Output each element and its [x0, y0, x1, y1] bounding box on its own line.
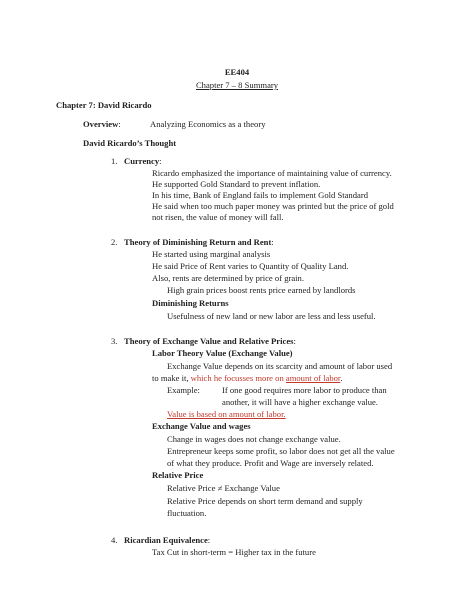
section-3-heading	[124, 336, 296, 347]
section-4-colon: :	[207, 535, 211, 545]
diminishing-returns-title: Diminishing Returns	[152, 298, 229, 308]
relative-price-line: Relative Price depends on short term demand and supply	[167, 496, 363, 506]
overview-row	[83, 119, 121, 130]
section-4-title: Ricardian Equivalence	[124, 535, 208, 545]
wages-line: Change in wages does not change exchange value.	[167, 434, 341, 444]
example-line: If one good requires more labor to produce than	[222, 385, 387, 395]
labor-theory-period: .	[340, 373, 343, 383]
section-2-line: He said Price of Rent varies to Quantity of Quality Land.	[152, 261, 349, 271]
labor-theory-title: Labor Theory Value (Exchange Value)	[152, 348, 293, 358]
section-4-line: Tax Cut in short-term = Higher tax in the future	[152, 547, 316, 557]
section-1-heading	[124, 156, 162, 167]
section-1-number: 1.	[111, 156, 118, 166]
wages-line: Entrepreneur keeps some profit, so labor does not get all the value	[167, 446, 395, 456]
section-2-heading	[124, 237, 274, 248]
section-1-line: In his time, Bank of England fails to implement Gold Standard	[152, 190, 369, 200]
section-3-colon: :	[293, 336, 296, 346]
section-2-line: He started using marginal analysis	[152, 249, 271, 259]
section-1-line: not risen, the value of money will fall.	[152, 212, 284, 222]
example-label: Example:	[167, 385, 200, 395]
wages-line: of what they produce. Profit and Wage are inversely related.	[167, 458, 374, 468]
wages-title: Exchange Value and wages	[152, 421, 251, 431]
section-1-line: He supported Gold Standard to prevent inflation.	[152, 179, 321, 189]
section-1-title: Currency	[124, 156, 160, 166]
overview-text: Analyzing Economics as a theory	[150, 119, 266, 129]
section-1-line: Ricardo emphasized the importance of maintaining value of currency.	[152, 168, 392, 178]
section-3-number: 3.	[111, 336, 118, 346]
section-1-line: He said when too much paper money was printed but the price of gold	[152, 201, 394, 211]
section-2-line: Also, rents are determined by price of grain.	[152, 273, 305, 283]
summary-title: Chapter 7 – 8 Summary	[195, 80, 279, 90]
section-2-line: High grain prices boost rents price earned by landlords	[167, 285, 356, 295]
labor-theory-text: to make it,	[152, 373, 189, 383]
relative-price-line: fluctuation.	[167, 508, 207, 518]
course-code: EE404	[224, 67, 250, 77]
section-4-heading	[124, 535, 210, 546]
labor-focus-text: which he focusses more on	[188, 373, 286, 383]
overview-label: Overview	[83, 119, 119, 129]
amount-of-labor-text: amount of labor	[285, 373, 341, 383]
example-line: another, it will have a higher exchange value.	[222, 397, 378, 407]
section-2-colon: :	[271, 237, 274, 247]
section-2-number: 2.	[111, 237, 118, 247]
diminishing-returns-line: Usefulness of new land or new labor are less and less useful.	[167, 311, 376, 321]
section-2-title: Theory of Diminishing Return and Rent	[124, 237, 272, 247]
section-3-title: Theory of Exchange Value and Relative Prices	[124, 336, 294, 346]
section-4-number: 4.	[111, 535, 118, 545]
section-1-colon: :	[159, 156, 162, 166]
chapter-title: Chapter 7: David Ricardo	[56, 100, 152, 110]
relative-price-title: Relative Price	[152, 470, 204, 480]
labor-theory-line-2	[152, 373, 342, 384]
relative-price-line: Relative Price ≠ Exchange Value	[167, 483, 280, 493]
thought-heading: David Ricardo’s Thought	[83, 138, 177, 148]
value-note: Value is based on amount of labor.	[167, 409, 286, 419]
overview-colon: :	[118, 119, 121, 129]
labor-theory-line: Exchange Value depends on its scarcity and amount of labor used	[167, 361, 393, 371]
